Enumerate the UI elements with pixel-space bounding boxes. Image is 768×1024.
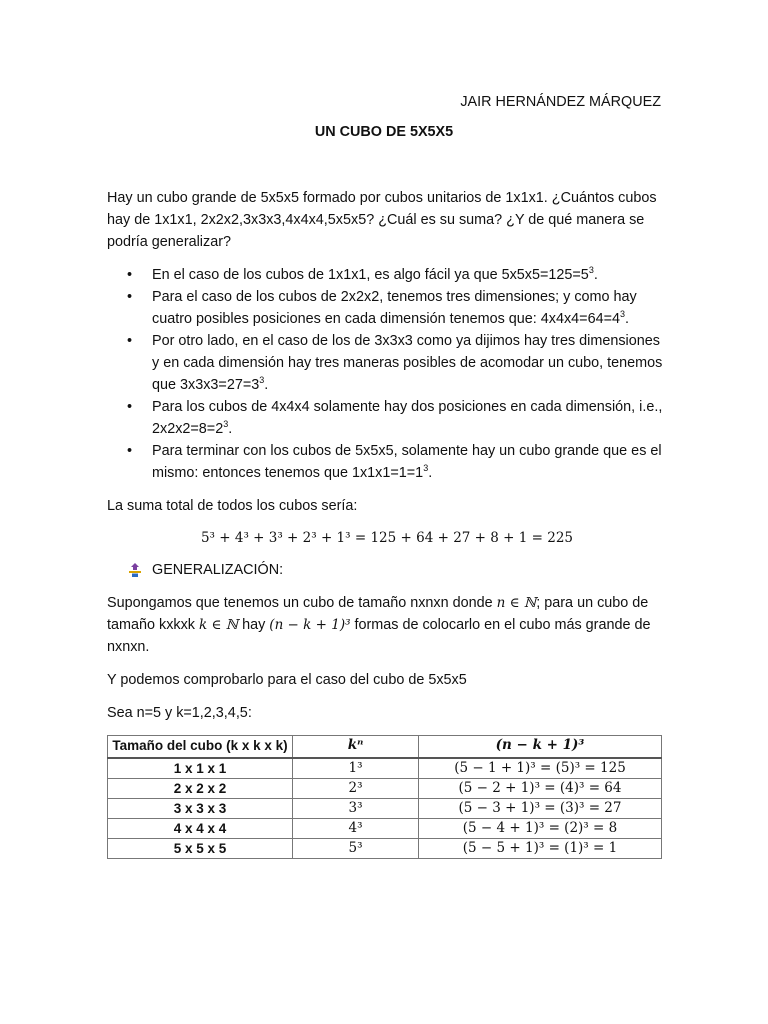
document-body [107,187,667,859]
bullet-icon: • [127,289,133,305]
list-item: • Para los cubos de 4x4x4 solamente hay dos posiciones en cada dimensión, i.e., $2x2x2=8=2^3$. [107,396,667,440]
equation-lhs: 5³ + 4³ + 3³ + 2³ + 1³ [200,530,351,546]
table-cell: 3³ [293,799,419,819]
table-header: Tamaño del cubo (k x k x k) [108,736,293,759]
table-cell: 5³ [293,839,419,859]
sum-label: La suma total de todos los cubos sería: [107,498,358,514]
table-cell: 2 x 2 x 2 [108,779,293,799]
table-cell: 4 x 4 x 4 [108,819,293,839]
sum-equation [107,527,667,549]
table-row [108,819,662,839]
verification-paragraph: Y podemos comprobarlo para el caso del cubo de 5x5x5 [107,672,467,688]
list-item: • Por otro lado, en el caso de los de 3x3x3 como ya dijimos hay tres dimensiones y en cada dimensión hay tres maneras posibles de acomodar un cubo, tenemos que $3x3x3=27=3^3$. [107,330,667,396]
table-header: kⁿ [293,736,419,759]
table-header: (n − k + 1)³ [419,736,662,759]
generalization-paragraph: Supongamos que tenemos un cubo de tamaño nxnxn donde n ∈ ℕ; para un cubo de tamaño kxkxk k ∈ ℕ hay (n − k + 1)³ formas de colocarlo en el cubo más grande de nxnxn. [107,595,651,655]
list-item: • Para el caso de los cubos de 2x2x2, tenemos tres dimensiones; y como hay cuatro posibles posiciones en cada dimensión tenemos que: $4x4x4=64=4^3$. [107,286,667,330]
table-cell: (5 − 4 + 1)³ = (2)³ = 8 [419,819,662,839]
bullet-icon: • [127,399,133,415]
table-cell: (5 − 1 + 1)³ = (5)³ = 125 [419,758,662,779]
table-cell: 5 x 5 x 5 [108,839,293,859]
bullet-icon: • [127,267,133,283]
table-cell: 1 x 1 x 1 [108,758,293,779]
math-formula: (n − k + 1)³ [269,617,351,633]
table-row [108,758,662,779]
colored-arrow-bullet-icon [129,563,141,577]
equation-rhs: = 125 + 64 + 27 + 8 + 1 = 225 [354,530,574,546]
intro-paragraph: Hay un cubo grande de 5x5x5 formado por cubos unitarios de 1x1x1. ¿Cuántos cubos hay de 1x1x1, 2x2x2,3x3x3,4x4x4,5x5x5? ¿Cuál es su suma? ¿Y de qué manera se podría generalizar? [107,190,657,250]
generalization-heading [107,559,667,581]
bullet-icon: • [127,333,133,349]
list-item: • En el caso de los cubos de 1x1x1, es algo fácil ya que $5x5x5=125=5^3$. [107,264,667,286]
table-cell: 2³ [293,779,419,799]
generalization-title: GENERALIZACIÓN: [152,562,284,578]
bullet-icon: • [127,443,133,459]
table-row [108,839,662,859]
table-cell: (5 − 3 + 1)³ = (3)³ = 27 [419,799,662,819]
table-cell: (5 − 5 + 1)³ = (1)³ = 1 [419,839,662,859]
table-row [108,799,662,819]
author-name: JAIR HERNÁNDEZ MÁRQUEZ [460,94,661,110]
table-cell: 1³ [293,758,419,779]
math-k-in-naturals: k ∈ ℕ [198,617,239,633]
table-cell: (5 − 2 + 1)³ = (4)³ = 64 [419,779,662,799]
values-paragraph: Sea n=5 y k=1,2,3,4,5: [107,705,252,721]
table-cell: 3 x 3 x 3 [108,799,293,819]
table-cell: 4³ [293,819,419,839]
document-title: UN CUBO DE 5X5X5 [314,124,454,140]
table-header-row [108,736,662,759]
bullet-list [107,264,667,484]
results-table [107,735,662,859]
math-n-in-naturals: n ∈ ℕ [496,595,537,611]
list-item: • Para terminar con los cubos de 5x5x5, solamente hay un cubo grande que es el mismo: entonces tenemos que $1x1x1=1=1^3$. [107,440,667,484]
table-row [108,779,662,799]
